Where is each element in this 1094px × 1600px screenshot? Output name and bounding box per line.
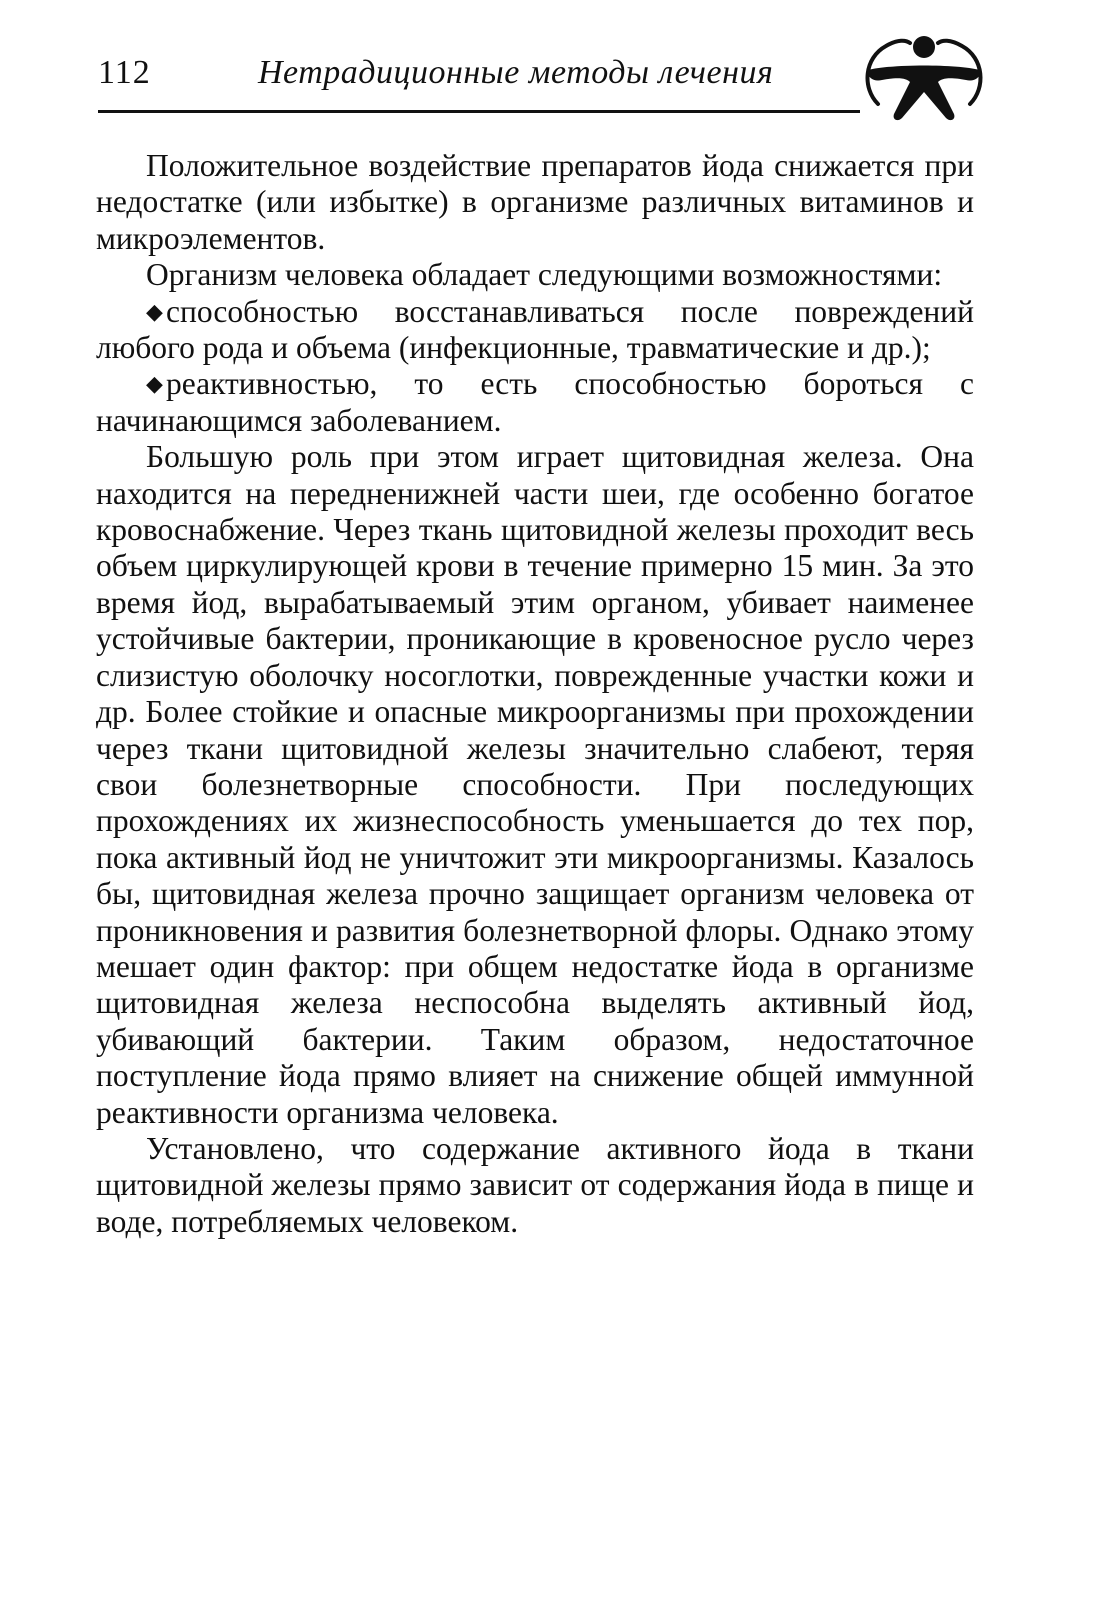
diamond-bullet-icon: ◆ (146, 298, 163, 324)
paragraph-organism-abilities: Организм человека обладает следующими возможностями: (146, 257, 943, 293)
page-body (96, 148, 974, 1240)
header-rule (98, 110, 860, 113)
page-number: 112 (98, 54, 151, 91)
list-item (96, 366, 974, 439)
list-item-text: реактивностью, то есть способностью бороться с начинающимся заболеванием. (96, 366, 974, 438)
diamond-bullet-icon: ◆ (146, 371, 163, 397)
paragraph-iodine-effect: Положительное воздействие препаратов йода снижается при недостатке (или избытке) в организме различных витаминов и микроэлементов. (96, 148, 974, 256)
paragraph-thyroid-role: Большую роль при этом играет щитовидная железа. Она находится на передненижней части шеи, где особенно богатое кровоснабжение. Через ткань щитовидной железы проходит весь объем циркулирующей крови в течение примерно 15 мин. За это время йод, вырабатываемый этим органом, убивает наименее устойчивые бактерии, проникающие в кровеносное русло через слизистую оболочку носоглотки, поврежденные участки кожи и др. Более стойкие и опасные микроорганизмы при прохождении через ткани щитовидной железы значительно слабеют, теряя свои болезнетворные способности. При последующих прохождениях их жизнеспособность уменьшается до тех пор, пока активный йод не уничтожит эти микроорганизмы. Казалось бы, щитовидная железа прочно защищает организм человека от проникновения и развития болезнетворной флоры. Однако этому мешает один фактор: при общем недостатке йода в организме щитовидная железа неспособна выделять активный йод, убивающий бактерии. Таким образом, недостаточное поступление йода прямо влияет на снижение общей иммунной реактивности организма человека. (96, 439, 974, 1130)
page-header (98, 44, 988, 118)
list-item-text: способностью восстанавливаться после повреждений любого рода и объема (инфекционные, травматические и др.); (96, 293, 974, 366)
running-title: Нетрадиционные методы лечения (258, 54, 774, 91)
paragraph-iodine-content: Установлено, что содержание активного йода в ткани щитовидной железы прямо зависит от содержания йода в пище и воде, потребляемых человеком. (96, 1130, 974, 1239)
stylized-human-figure-emblem-icon (858, 30, 990, 130)
list-item (96, 294, 974, 367)
